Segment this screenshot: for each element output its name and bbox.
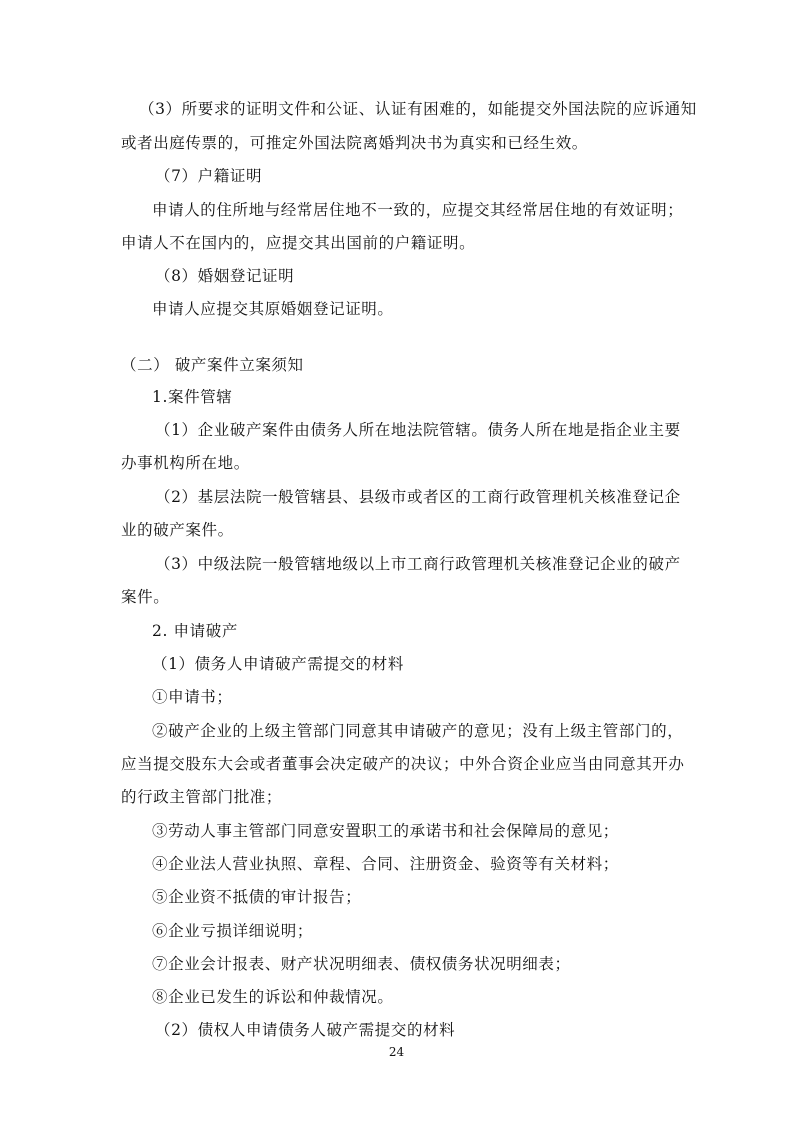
text-line: （8）婚姻登记证明 [155, 267, 295, 285]
text-line: （2）债权人申请债务人破产需提交的材料 [155, 1021, 456, 1039]
text-line: ③劳动人事主管部门同意安置职工的承诺书和社会保障局的意见； [152, 822, 619, 840]
text-line: 案件。 [121, 588, 170, 606]
text-line: 申请人不在国内的，应提交其出国前的户籍证明。 [121, 234, 476, 252]
text-line: 的行政主管部门批准； [121, 788, 283, 806]
section-heading: （二） 破产案件立案须知 [121, 356, 304, 374]
text-line: ①申请书； [152, 688, 233, 706]
text-line: 2. 申请破产 [152, 622, 238, 640]
text-line: （1）企业破产案件由债务人所在地法院管辖。债务人所在地是指企业主要 [155, 421, 681, 439]
text-line: ④企业法人营业执照、章程、合同、注册资金、验资等有关材料； [152, 855, 619, 873]
page-number: 24 [388, 1045, 405, 1059]
text-line: 1.案件管辖 [152, 388, 233, 406]
text-line: ⑤企业资不抵债的审计报告； [152, 888, 362, 906]
text-line: ⑧企业已发生的诉讼和仲裁情况。 [152, 988, 394, 1006]
text-line: ⑥企业亏损详细说明； [152, 922, 314, 940]
text-line: （1）债务人申请破产需提交的材料 [152, 655, 404, 673]
text-line: （3）所要求的证明文件和公证、认证有困难的，如能提交外国法院的应诉通知 [139, 100, 697, 118]
text-line: 或者出庭传票的，可推定外国法院离婚判决书为真实和已经生效。 [121, 134, 588, 152]
text-line: （2）基层法院一般管辖县、县级市或者区的工商行政管理机关核准登记企 [155, 488, 681, 506]
text-line: 办事机构所在地。 [121, 454, 250, 472]
text-line: （7）户籍证明 [155, 167, 263, 185]
text-line: 申请人应提交其原婚姻登记证明。 [152, 300, 394, 318]
text-line: 申请人的住所地与经常居住地不一致的，应提交其经常居住地的有效证明； [152, 201, 684, 219]
text-line: ⑦企业会计报表、财产状况明细表、债权债务状况明细表； [152, 955, 571, 973]
text-line: （3）中级法院一般管辖地级以上市工商行政管理机关核准登记企业的破产 [155, 555, 681, 573]
text-line: 应当提交股东大会或者董事会决定破产的决议；中外合资企业应当由同意其开办 [121, 755, 685, 773]
text-line: 业的破产案件。 [121, 521, 234, 539]
text-line: ②破产企业的上级主管部门同意其申请破产的意见；没有上级主管部门的， [152, 722, 684, 740]
